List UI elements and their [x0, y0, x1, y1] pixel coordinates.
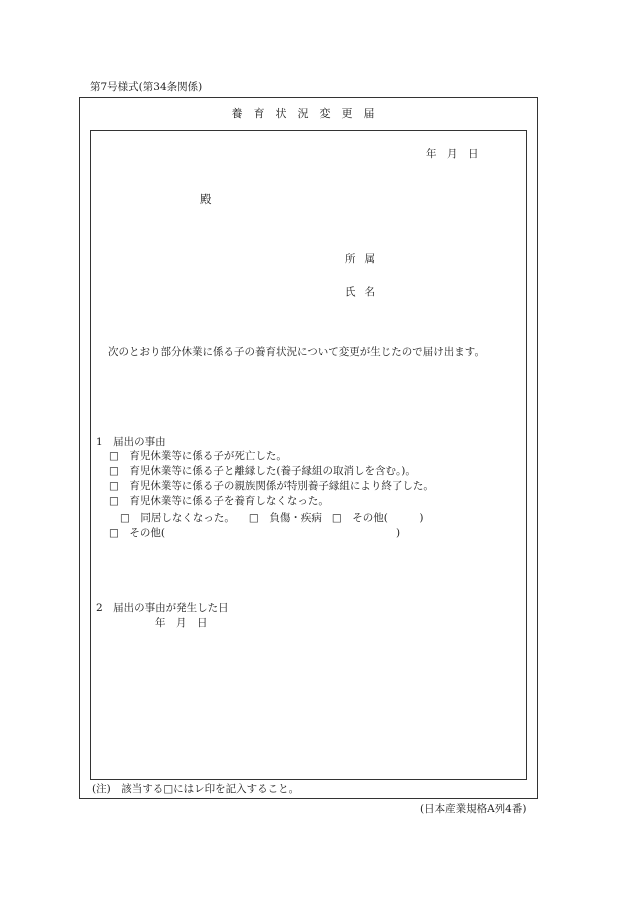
- reason-checkbox-item[interactable]: □ 育児休業等に係る子が死亡した。: [109, 450, 287, 462]
- sub-reason-checkbox-item[interactable]: □ 負傷・疾病: [248, 512, 322, 524]
- sub-reason-checkbox-item[interactable]: □ その他( ): [331, 512, 424, 524]
- form-title: 養育状況変更届: [231, 107, 386, 120]
- reason-checkbox-item[interactable]: □ 育児休業等に係る子の親族関係が特別養子縁組により終了した。: [109, 480, 434, 492]
- reason-checkbox-item[interactable]: □ 育児休業等に係る子と離縁した(養子縁組の取消しを含む。)。: [109, 465, 416, 477]
- body-statement: 次のとおり部分休業に係る子の養育状況について変更が生じたので届け出ます。: [108, 346, 485, 358]
- section2-heading: 2 届出の事由が発生した日: [96, 602, 229, 614]
- form-number-label: 第7号様式(第34条関係): [90, 81, 203, 93]
- reason-checkbox-item[interactable]: □ 育児休業等に係る子を養育しなくなった。: [109, 495, 329, 507]
- occurrence-date-line[interactable]: 年 月 日: [155, 617, 208, 629]
- name-label: 氏名: [345, 286, 384, 298]
- other-reason-checkbox-item[interactable]: □ その他( ): [109, 527, 401, 539]
- footnote: (注) 該当する□にはレ印を記入すること。: [92, 783, 300, 795]
- addressee-suffix: 殿: [200, 192, 212, 206]
- section1-heading: 1 届出の事由: [96, 436, 166, 448]
- sub-reason-row: [120, 512, 423, 525]
- paper-standard-label: (日本産業規格A列4番): [420, 803, 527, 815]
- affiliation-label: 所属: [345, 253, 384, 265]
- sub-reason-checkbox-item[interactable]: □ 同居しなくなった。: [120, 512, 235, 524]
- submission-date-line[interactable]: 年 月 日: [426, 148, 479, 160]
